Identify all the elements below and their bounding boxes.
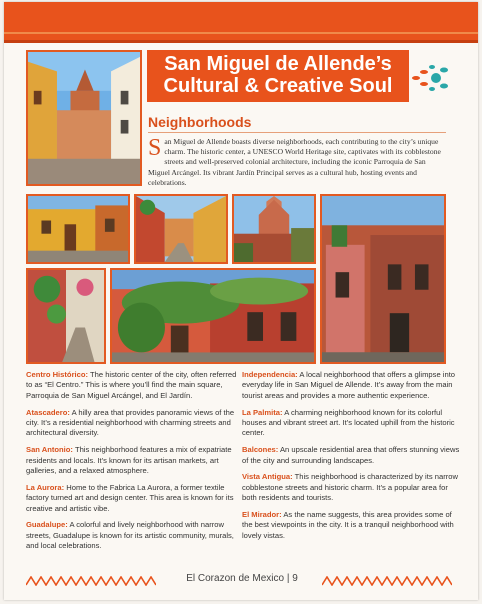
neighborhood-description: This neighborhood is characterized by its narrow cobblestone streets and historic charm. It’s a popular area for both residents and tourists.	[242, 472, 458, 503]
neighborhood-description: Home to the Fabrica La Aurora, a former textile factory turned art and design center. This area is known for its creative and artistic vibe.	[26, 482, 234, 513]
neighborhood-description: A colorful and lively neighborhood with narrow streets, Guadalupe is known for its artistic community, murals, and local celebrations.	[26, 520, 234, 551]
alley-photo	[134, 194, 228, 264]
neighborhood-description: A local neighborhood that offers a glimpse into everyday life in San Miguel de Allende. It’s away from the main tourist areas and provides a more authentic experience.	[242, 370, 456, 400]
neighborhood-entry	[26, 520, 244, 551]
neighborhood-entry	[242, 445, 460, 466]
neighborhood-description: An upscale residential area that offers stunning views of the city and surrounding landscapes.	[242, 445, 460, 465]
neighborhood-name: Balcones:	[242, 445, 279, 455]
neighborhood-description: A hilly area that provides panoramic views of the city. It’s a residential neighborhood with charming streets and architectural diversity.	[26, 407, 235, 438]
neighborhood-entry	[242, 510, 460, 541]
neighborhood-entry	[242, 370, 460, 401]
zigzag-left-icon	[26, 576, 156, 586]
neighborhood-entry	[26, 370, 244, 401]
zigzag-right-icon	[322, 576, 452, 586]
neighborhood-description: This neighborhood features a mix of expatriate residents and locals. It’s known for its artisan markets, art galleries, and a relaxed atmosphere.	[26, 445, 232, 476]
page-title	[147, 50, 409, 102]
intro-text: an Miguel de Allende boasts diverse neighborhoods, each contributing to the city’s unique charm. The historic center, a UNESCO World Heritage site, captivates with its cobblestone streets and well-preserved colonial architecture, including the iconic Parroquia de San Miguel Arcángel. Its vibrant Jardín Principal serves as a cultural hub, hosting events and celebrations.	[148, 137, 441, 187]
neighborhood-name: Atascadero:	[26, 407, 70, 417]
neighborhood-name: Independencia:	[242, 370, 298, 379]
neighborhood-name: Vista Antigua:	[242, 472, 293, 482]
neighborhood-name: La Palmita:	[242, 407, 283, 417]
section-divider	[148, 132, 446, 133]
title-line-2: Cultural & Creative Soul	[163, 75, 393, 97]
neighborhood-description: A charming neighborhood known for its colorful houses and vibrant street art. It’s located uphill from the historic center.	[242, 407, 455, 438]
intro-paragraph	[148, 137, 448, 188]
page-footer	[4, 570, 478, 590]
magazine-page	[4, 2, 478, 600]
title-line-1: San Miguel de Allende’s	[164, 53, 392, 75]
neighborhood-description: As the name suggests, this area provides some of the best viewpoints in the city. It is a tranquil neighborhood with lovely vistas.	[242, 510, 454, 540]
top-banner	[4, 2, 478, 43]
neighborhood-entry	[242, 408, 460, 439]
vine-covered-house-photo	[110, 268, 316, 364]
drop-cap: S	[148, 135, 162, 161]
section-heading: Neighborhoods	[148, 114, 252, 130]
church-photo	[232, 194, 316, 264]
neighborhood-entry	[26, 445, 244, 476]
flourish-icon	[410, 58, 450, 98]
stairway-photo	[26, 268, 106, 364]
red-building-photo	[320, 194, 446, 364]
neighborhood-entry	[242, 472, 460, 503]
neighborhood-name: La Aurora:	[26, 482, 65, 492]
neighborhood-column-left	[26, 370, 244, 558]
neighborhood-description: The historic center of the city, often referred to as “El Centro.” This is where you’ll find the main square, Parroquia de San Miguel Arcángel, and El Jardín.	[26, 370, 237, 400]
neighborhood-name: Guadalupe:	[26, 520, 68, 530]
footer-page-label: El Corazon de Mexico | 9	[186, 573, 298, 584]
neighborhood-entry	[26, 408, 244, 439]
street-photo-main	[26, 50, 142, 186]
neighborhood-name: Centro Histórico:	[26, 370, 89, 379]
neighborhood-entry	[26, 483, 244, 514]
neighborhood-name: El Mirador:	[242, 510, 282, 520]
neighborhood-column-right	[242, 370, 460, 548]
neighborhood-name: San Antonio:	[26, 445, 73, 455]
yellow-house-photo	[26, 194, 130, 264]
